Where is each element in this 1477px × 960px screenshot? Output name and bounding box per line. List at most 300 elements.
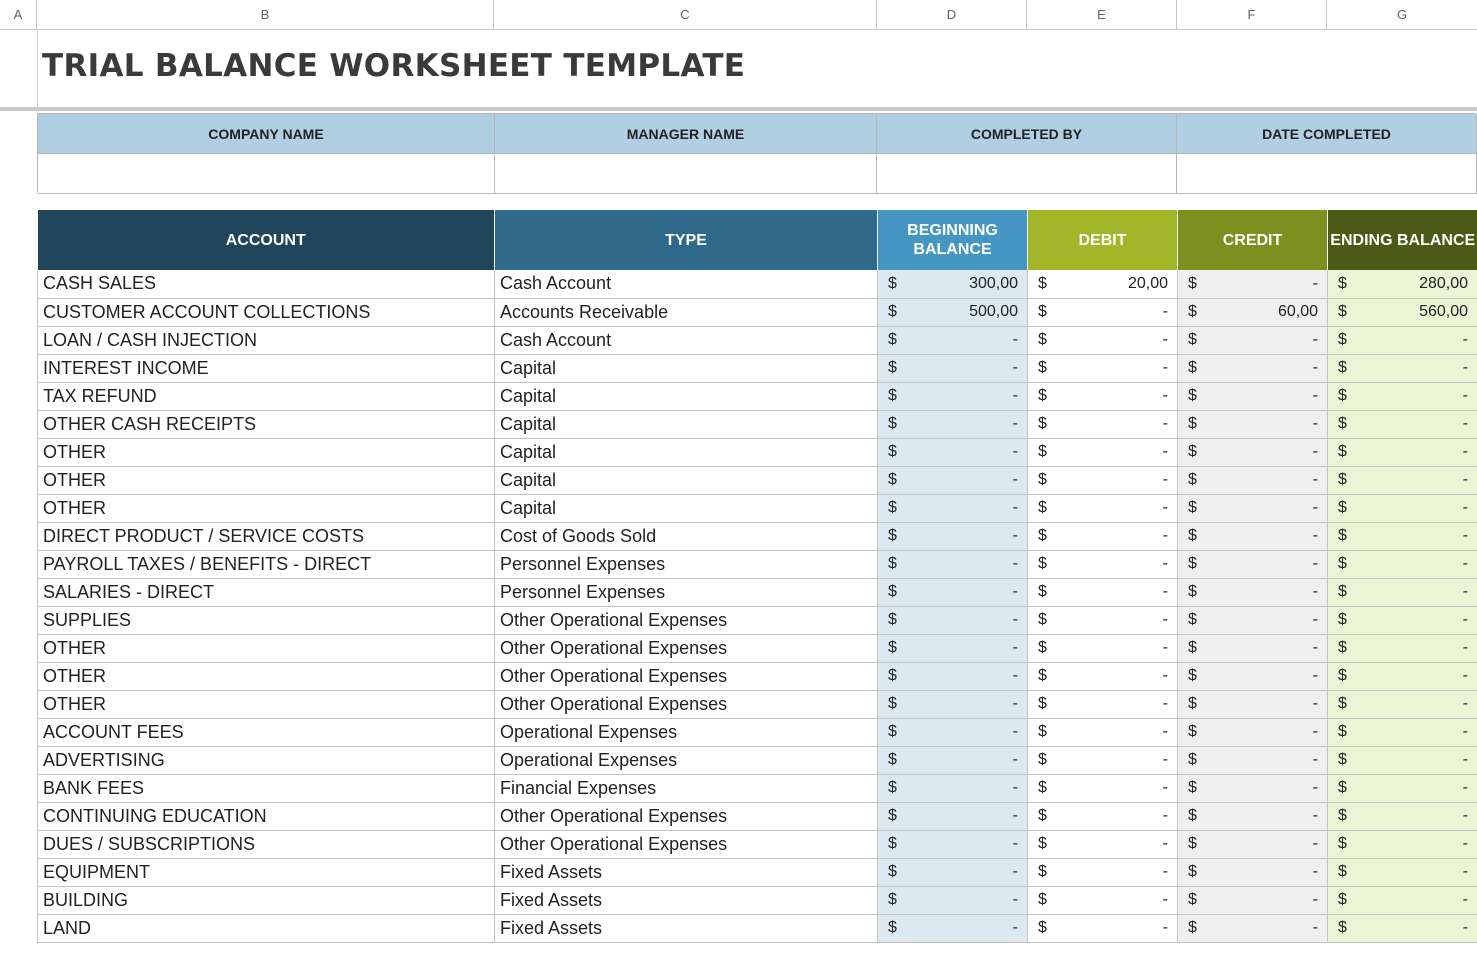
date-completed-label: DATE COMPLETED [1177, 114, 1477, 154]
beginning-balance-value [878, 555, 1027, 573]
credit-cell[interactable] [1178, 550, 1328, 578]
column-header-f[interactable]: F [1177, 0, 1327, 29]
beginning-balance-cell[interactable] [878, 718, 1028, 746]
beginning-balance-cell[interactable] [878, 382, 1028, 410]
ending-balance-amount: - [1462, 779, 1468, 796]
credit-cell[interactable] [1178, 494, 1328, 522]
credit-header[interactable]: CREDIT [1178, 210, 1328, 270]
credit-cell[interactable] [1178, 578, 1328, 606]
debit-cell[interactable] [1028, 578, 1178, 606]
type-cell[interactable]: Capital [495, 410, 878, 438]
account-cell[interactable]: BANK FEES [38, 774, 495, 802]
account-cell[interactable]: OTHER [38, 494, 495, 522]
column-header-e[interactable]: E [1027, 0, 1177, 29]
beginning-balance-cell[interactable] [878, 634, 1028, 662]
debit-amount: - [1162, 863, 1168, 880]
debit-amount: - [1162, 499, 1168, 516]
completed-by-cell[interactable] [877, 154, 1177, 194]
debit-amount: - [1162, 695, 1168, 712]
credit-cell[interactable] [1178, 382, 1328, 410]
beginning-balance-cell[interactable] [878, 746, 1028, 774]
account-cell[interactable]: OTHER CASH RECEIPTS [38, 410, 495, 438]
debit-cell[interactable] [1028, 774, 1178, 802]
ending-balance-amount: - [1462, 359, 1468, 376]
account-cell[interactable]: SALARIES - DIRECT [38, 578, 495, 606]
debit-cell[interactable] [1028, 494, 1178, 522]
manager-name-cell[interactable] [495, 154, 877, 194]
ending-balance-amount: - [1462, 835, 1468, 852]
currency-symbol: $ [1338, 499, 1347, 516]
type-cell[interactable]: Cost of Goods Sold [495, 522, 878, 550]
ending-balance-cell[interactable] [1328, 494, 1477, 522]
ending-balance-amount: 560,00 [1419, 303, 1468, 320]
credit-cell[interactable] [1178, 466, 1328, 494]
currency-symbol: $ [1188, 471, 1197, 488]
ending-balance-value [1328, 527, 1477, 545]
debit-cell[interactable] [1028, 270, 1178, 298]
currency-symbol: $ [1038, 583, 1047, 600]
account-cell[interactable]: EQUIPMENT [38, 858, 495, 886]
ending-balance-cell[interactable] [1328, 718, 1477, 746]
column-header-d[interactable]: D [877, 0, 1027, 29]
ending-balance-cell[interactable] [1328, 858, 1477, 886]
credit-value [1178, 611, 1327, 629]
beginning-balance-amount: - [1012, 891, 1018, 908]
type-cell[interactable]: Other Operational Expenses [495, 606, 878, 634]
ending-balance-cell[interactable] [1328, 438, 1477, 466]
beginning-balance-amount: - [1012, 471, 1018, 488]
beginning-balance-cell[interactable] [878, 410, 1028, 438]
type-cell[interactable]: Other Operational Expenses [495, 830, 878, 858]
ending-balance-cell[interactable] [1328, 382, 1477, 410]
type-cell[interactable]: Fixed Assets [495, 914, 878, 942]
beginning-balance-amount: - [1012, 443, 1018, 460]
ending-balance-cell[interactable] [1328, 410, 1477, 438]
debit-value [1028, 527, 1177, 545]
currency-symbol: $ [1188, 555, 1197, 572]
credit-amount: - [1312, 751, 1318, 768]
debit-cell[interactable] [1028, 718, 1178, 746]
currency-symbol: $ [1038, 611, 1047, 628]
table-row [38, 662, 1477, 690]
currency-symbol: $ [1188, 611, 1197, 628]
currency-symbol: $ [1038, 695, 1047, 712]
credit-amount: - [1312, 555, 1318, 572]
company-name-label: COMPANY NAME [38, 114, 495, 154]
ending-balance-cell[interactable] [1328, 606, 1477, 634]
ending-balance-cell[interactable] [1328, 802, 1477, 830]
type-cell[interactable]: Fixed Assets [495, 886, 878, 914]
credit-cell[interactable] [1178, 298, 1328, 326]
type-cell[interactable]: Other Operational Expenses [495, 634, 878, 662]
debit-amount: - [1162, 807, 1168, 824]
type-cell[interactable]: Capital [495, 382, 878, 410]
debit-amount: - [1162, 611, 1168, 628]
table-row [38, 718, 1477, 746]
account-cell[interactable]: CASH SALES [38, 270, 495, 298]
currency-symbol: $ [888, 443, 897, 460]
credit-cell[interactable] [1178, 522, 1328, 550]
credit-cell[interactable] [1178, 690, 1328, 718]
credit-cell[interactable] [1178, 354, 1328, 382]
beginning-balance-cell[interactable] [878, 830, 1028, 858]
currency-symbol: $ [1038, 303, 1047, 320]
account-cell[interactable]: OTHER [38, 466, 495, 494]
beginning-balance-cell[interactable] [878, 270, 1028, 298]
beginning-balance-cell[interactable] [878, 494, 1028, 522]
ending-balance-cell[interactable] [1328, 774, 1477, 802]
beginning-balance-cell[interactable] [878, 774, 1028, 802]
credit-value [1178, 331, 1327, 349]
currency-symbol: $ [1038, 331, 1047, 348]
credit-cell[interactable] [1178, 326, 1328, 354]
account-cell[interactable]: TAX REFUND [38, 382, 495, 410]
beginning-balance-value [878, 639, 1027, 657]
credit-value [1178, 779, 1327, 797]
currency-symbol: $ [1188, 527, 1197, 544]
ending-balance-cell[interactable] [1328, 578, 1477, 606]
account-cell[interactable]: DUES / SUBSCRIPTIONS [38, 830, 495, 858]
debit-value [1028, 555, 1177, 573]
credit-cell[interactable] [1178, 718, 1328, 746]
ending-balance-cell[interactable] [1328, 634, 1477, 662]
currency-symbol: $ [1188, 583, 1197, 600]
debit-value [1028, 779, 1177, 797]
debit-cell[interactable] [1028, 466, 1178, 494]
currency-symbol: $ [1338, 359, 1347, 376]
debit-value [1028, 387, 1177, 405]
account-cell[interactable]: BUILDING [38, 886, 495, 914]
credit-cell[interactable] [1178, 662, 1328, 690]
ending-balance-cell[interactable] [1328, 466, 1477, 494]
type-cell[interactable]: Cash Account [495, 326, 878, 354]
currency-symbol: $ [1188, 359, 1197, 376]
beginning-balance-cell[interactable] [878, 522, 1028, 550]
debit-cell[interactable] [1028, 298, 1178, 326]
debit-cell[interactable] [1028, 914, 1178, 942]
ending-balance-value [1328, 331, 1477, 349]
beginning-balance-amount: - [1012, 583, 1018, 600]
currency-symbol: $ [888, 919, 897, 936]
beginning-balance-value [878, 583, 1027, 601]
column-header-g[interactable]: G [1396, 7, 1408, 22]
ending-balance-cell[interactable] [1328, 830, 1477, 858]
ending-balance-cell[interactable] [1328, 662, 1477, 690]
account-cell[interactable]: LOAN / CASH INJECTION [38, 326, 495, 354]
currency-symbol: $ [888, 667, 897, 684]
beginning-balance-header-label: BEGINNING BALANCE [907, 222, 998, 258]
currency-symbol: $ [888, 331, 897, 348]
credit-amount: - [1312, 723, 1318, 740]
type-cell[interactable]: Accounts Receivable [495, 298, 878, 326]
type-cell[interactable]: Capital [495, 494, 878, 522]
account-cell[interactable]: SUPPLIES [38, 606, 495, 634]
credit-cell[interactable] [1178, 914, 1328, 942]
credit-cell[interactable] [1178, 634, 1328, 662]
credit-cell[interactable] [1178, 802, 1328, 830]
account-cell[interactable]: ADVERTISING [38, 746, 495, 774]
ending-balance-value [1328, 443, 1477, 461]
credit-cell[interactable] [1178, 606, 1328, 634]
type-cell[interactable]: Capital [495, 438, 878, 466]
beginning-balance-cell[interactable] [878, 550, 1028, 578]
credit-cell[interactable] [1178, 774, 1328, 802]
beginning-balance-amount: - [1012, 415, 1018, 432]
currency-symbol: $ [1338, 807, 1347, 824]
column-header-a[interactable]: A [0, 0, 37, 29]
credit-value [1178, 667, 1327, 685]
debit-cell[interactable] [1028, 886, 1178, 914]
debit-cell[interactable] [1028, 326, 1178, 354]
beginning-balance-amount: - [1012, 863, 1018, 880]
ending-balance-value [1328, 387, 1477, 405]
beginning-balance-cell[interactable] [878, 914, 1028, 942]
table-header-row [38, 210, 1477, 270]
beginning-balance-value [878, 415, 1027, 433]
beginning-balance-cell[interactable] [878, 606, 1028, 634]
credit-amount: - [1312, 471, 1318, 488]
currency-symbol: $ [1338, 667, 1347, 684]
debit-cell[interactable] [1028, 830, 1178, 858]
credit-value [1178, 919, 1327, 937]
column-header-c[interactable]: C [494, 0, 877, 29]
currency-symbol: $ [1338, 863, 1347, 880]
credit-amount: - [1312, 527, 1318, 544]
debit-amount: - [1162, 555, 1168, 572]
credit-cell[interactable] [1178, 410, 1328, 438]
ending-balance-value [1328, 807, 1477, 825]
ending-balance-value [1328, 471, 1477, 489]
debit-header[interactable]: DEBIT [1028, 210, 1178, 270]
ending-balance-amount: - [1462, 443, 1468, 460]
debit-cell[interactable] [1028, 746, 1178, 774]
credit-value [1178, 443, 1327, 461]
ending-balance-amount: - [1462, 919, 1468, 936]
beginning-balance-cell[interactable] [878, 662, 1028, 690]
type-cell[interactable]: Personnel Expenses [495, 578, 878, 606]
beginning-balance-value [878, 275, 1027, 293]
credit-cell[interactable] [1178, 438, 1328, 466]
beginning-balance-cell[interactable] [878, 578, 1028, 606]
ending-balance-value [1328, 275, 1477, 293]
beginning-balance-cell[interactable] [878, 438, 1028, 466]
currency-symbol: $ [888, 499, 897, 516]
account-cell[interactable]: ACCOUNT FEES [38, 718, 495, 746]
beginning-balance-cell[interactable] [878, 690, 1028, 718]
currency-symbol: $ [888, 835, 897, 852]
currency-symbol: $ [888, 863, 897, 880]
title-divider [0, 107, 1477, 111]
type-header[interactable]: TYPE [495, 210, 878, 270]
account-cell[interactable]: PAYROLL TAXES / BENEFITS - DIRECT [38, 550, 495, 578]
debit-cell[interactable] [1028, 662, 1178, 690]
debit-amount: - [1162, 331, 1168, 348]
ending-balance-amount: - [1462, 807, 1468, 824]
account-cell[interactable]: OTHER [38, 690, 495, 718]
debit-value [1028, 723, 1177, 741]
ending-balance-cell[interactable] [1328, 298, 1477, 326]
account-cell[interactable]: OTHER [38, 438, 495, 466]
type-cell[interactable]: Operational Expenses [495, 718, 878, 746]
beginning-balance-cell[interactable] [878, 858, 1028, 886]
type-cell[interactable]: Fixed Assets [495, 858, 878, 886]
ending-balance-cell[interactable] [1328, 522, 1477, 550]
debit-cell[interactable] [1028, 382, 1178, 410]
currency-symbol: $ [888, 807, 897, 824]
account-cell[interactable]: INTEREST INCOME [38, 354, 495, 382]
credit-amount: 60,00 [1277, 303, 1318, 320]
debit-cell[interactable] [1028, 354, 1178, 382]
type-cell[interactable]: Other Operational Expenses [495, 662, 878, 690]
debit-cell[interactable] [1028, 438, 1178, 466]
ending-balance-value [1328, 891, 1477, 909]
ending-balance-value [1328, 751, 1477, 769]
debit-amount: - [1162, 387, 1168, 404]
debit-value [1028, 835, 1177, 853]
currency-symbol: $ [1188, 331, 1197, 348]
beginning-balance-amount: - [1012, 779, 1018, 796]
account-cell[interactable]: CUSTOMER ACCOUNT COLLECTIONS [38, 298, 495, 326]
account-cell[interactable]: LAND [38, 914, 495, 942]
debit-amount: - [1162, 919, 1168, 936]
table-body [38, 270, 1477, 942]
credit-cell[interactable] [1178, 858, 1328, 886]
credit-value [1178, 863, 1327, 881]
beginning-balance-amount: - [1012, 751, 1018, 768]
debit-cell[interactable] [1028, 634, 1178, 662]
ending-balance-amount: - [1462, 863, 1468, 880]
debit-amount: - [1162, 415, 1168, 432]
table-row [38, 410, 1477, 438]
ending-balance-header[interactable]: ENDING BALANCE [1328, 210, 1477, 270]
debit-cell[interactable] [1028, 690, 1178, 718]
debit-cell[interactable] [1028, 802, 1178, 830]
date-completed-cell[interactable] [1177, 154, 1477, 194]
ending-balance-value [1328, 303, 1477, 321]
ending-balance-amount: - [1462, 387, 1468, 404]
beginning-balance-cell[interactable] [878, 802, 1028, 830]
beginning-balance-cell[interactable] [878, 298, 1028, 326]
debit-cell[interactable] [1028, 858, 1178, 886]
credit-amount: - [1312, 611, 1318, 628]
debit-value [1028, 695, 1177, 713]
credit-value [1178, 303, 1327, 321]
type-cell[interactable]: Personnel Expenses [495, 550, 878, 578]
column-header-b[interactable]: B [37, 0, 494, 29]
currency-symbol: $ [1188, 723, 1197, 740]
beginning-balance-cell[interactable] [878, 354, 1028, 382]
currency-symbol: $ [1338, 443, 1347, 460]
account-cell[interactable]: OTHER [38, 634, 495, 662]
currency-symbol: $ [1338, 919, 1347, 936]
trial-balance-table [37, 210, 1477, 943]
currency-symbol: $ [1188, 779, 1197, 796]
account-cell[interactable]: OTHER [38, 662, 495, 690]
ending-balance-cell[interactable] [1328, 270, 1477, 298]
currency-symbol: $ [888, 274, 897, 292]
ending-balance-cell[interactable] [1328, 914, 1477, 942]
credit-amount: - [1312, 443, 1318, 460]
currency-symbol: $ [1038, 835, 1047, 852]
type-cell[interactable]: Financial Expenses [495, 774, 878, 802]
ending-balance-cell[interactable] [1328, 886, 1477, 914]
beginning-balance-value [878, 303, 1027, 321]
debit-cell[interactable] [1028, 550, 1178, 578]
currency-symbol: $ [1338, 527, 1347, 544]
ending-balance-cell[interactable] [1328, 690, 1477, 718]
type-cell[interactable]: Capital [495, 354, 878, 382]
table-row [38, 802, 1477, 830]
ending-balance-value [1328, 695, 1477, 713]
beginning-balance-value [878, 695, 1027, 713]
type-cell[interactable]: Operational Expenses [495, 746, 878, 774]
beginning-balance-header[interactable] [878, 210, 1028, 270]
type-cell[interactable]: Capital [495, 466, 878, 494]
beginning-balance-amount: 500,00 [969, 303, 1018, 320]
ending-balance-value [1328, 415, 1477, 433]
credit-value [1178, 275, 1327, 293]
type-cell[interactable]: Other Operational Expenses [495, 690, 878, 718]
currency-symbol: $ [888, 723, 897, 740]
currency-symbol: $ [888, 387, 897, 404]
type-cell[interactable]: Cash Account [495, 270, 878, 298]
debit-cell[interactable] [1028, 410, 1178, 438]
credit-amount: - [1312, 331, 1318, 348]
ending-balance-amount: - [1462, 415, 1468, 432]
currency-symbol: $ [888, 695, 897, 712]
ending-balance-cell[interactable] [1328, 550, 1477, 578]
currency-symbol: $ [888, 583, 897, 600]
beginning-balance-amount: - [1012, 639, 1018, 656]
account-cell[interactable]: DIRECT PRODUCT / SERVICE COSTS [38, 522, 495, 550]
credit-cell[interactable] [1178, 886, 1328, 914]
company-name-cell[interactable] [38, 154, 495, 194]
account-header[interactable]: ACCOUNT [38, 210, 495, 270]
debit-value [1028, 303, 1177, 321]
table-row [38, 914, 1477, 942]
ending-balance-value [1328, 639, 1477, 657]
credit-amount: - [1312, 807, 1318, 824]
currency-symbol: $ [1038, 863, 1047, 880]
beginning-balance-cell[interactable] [878, 886, 1028, 914]
beginning-balance-amount: - [1012, 667, 1018, 684]
page-title: TRIAL BALANCE WORKSHEET TEMPLATE [42, 48, 746, 84]
credit-cell[interactable] [1178, 830, 1328, 858]
table-row [38, 550, 1477, 578]
debit-value [1028, 359, 1177, 377]
ending-balance-cell[interactable] [1328, 746, 1477, 774]
ending-balance-amount: - [1462, 499, 1468, 516]
currency-symbol: $ [1038, 274, 1047, 292]
account-cell[interactable]: CONTINUING EDUCATION [38, 802, 495, 830]
ending-balance-cell[interactable] [1328, 326, 1477, 354]
debit-cell[interactable] [1028, 606, 1178, 634]
type-cell[interactable]: Other Operational Expenses [495, 802, 878, 830]
credit-cell[interactable] [1178, 746, 1328, 774]
credit-value [1178, 723, 1327, 741]
currency-symbol: $ [1338, 415, 1347, 432]
table-row [38, 774, 1477, 802]
beginning-balance-cell[interactable] [878, 326, 1028, 354]
credit-cell[interactable] [1178, 270, 1328, 298]
column-header-row [0, 0, 1477, 30]
currency-symbol: $ [888, 303, 897, 320]
ending-balance-cell[interactable] [1328, 354, 1477, 382]
beginning-balance-cell[interactable] [878, 466, 1028, 494]
currency-symbol: $ [1188, 863, 1197, 880]
table-row [38, 354, 1477, 382]
debit-cell[interactable] [1028, 522, 1178, 550]
